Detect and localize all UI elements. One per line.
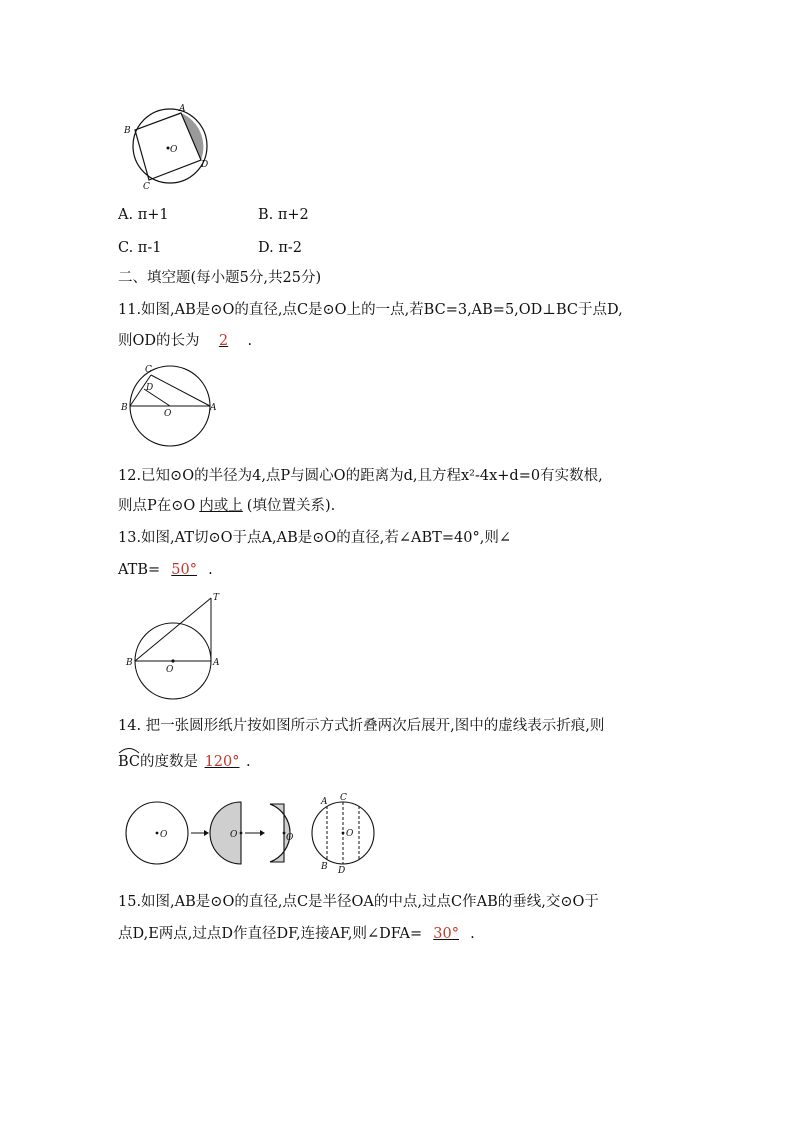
q13-answer: 50° xyxy=(171,562,197,578)
q10-label-A: A xyxy=(179,104,186,114)
q11-text-post: . xyxy=(247,333,253,349)
q15-line1: 15.如图,AB是⊙O的直径,点C是半径OA的中点,过点C作AB的垂线,交⊙O于 xyxy=(118,894,599,910)
q15-answer: 30° xyxy=(433,926,459,942)
q13-segment-BT xyxy=(135,598,211,661)
q14-label-C: C xyxy=(340,793,347,803)
q10-label-D: D xyxy=(201,160,209,170)
q11-label-D: D xyxy=(146,383,154,393)
q13-line2 xyxy=(118,560,213,580)
q14-arrowhead-2 xyxy=(260,830,265,836)
option-d: D. π-2 xyxy=(258,240,302,256)
q13-label-A: A xyxy=(213,658,220,668)
q13-text-post: . xyxy=(208,562,213,578)
section-title: 二、填空题(每小题5分,共25分) xyxy=(118,270,322,286)
q13-label-B: B xyxy=(126,658,133,668)
q14-text-post: . xyxy=(246,754,251,770)
option-b: B. π+2 xyxy=(258,207,309,223)
q14-center-dot-2 xyxy=(240,832,243,835)
q11-text-pre: 则OD的长为 xyxy=(118,333,200,349)
q13-label-T: T xyxy=(213,593,220,603)
option-a: A. π+1 xyxy=(118,207,169,223)
q14-label-O-1: O xyxy=(160,830,168,840)
q11-line2 xyxy=(118,331,252,351)
q13-label-O: O xyxy=(166,665,174,675)
option-c: C. π-1 xyxy=(118,240,162,256)
q15-line2 xyxy=(118,924,475,944)
q13-line1: 13.如图,AT切⊙O于点A,AB是⊙O的直径,若∠ABT=40°,则∠ xyxy=(118,530,511,546)
q14-line2 xyxy=(118,752,251,772)
q14-label-O-2: O xyxy=(230,830,238,840)
q14-label-O-4: O xyxy=(346,829,354,839)
q14-arc-symbol xyxy=(118,746,140,754)
q14-center-dot-3 xyxy=(283,832,286,835)
q14-figure xyxy=(118,790,388,876)
q14-label-D: D xyxy=(338,866,346,876)
q14-label-B: B xyxy=(321,862,328,872)
q15-text-post: . xyxy=(470,926,475,942)
q13-figure xyxy=(118,592,230,704)
q14-arc-bc xyxy=(118,752,140,772)
q14-answer: 120° xyxy=(204,754,240,770)
q11-label-B: B xyxy=(121,403,128,413)
q10-label-B: B xyxy=(124,126,131,136)
q13-center-dot xyxy=(171,659,174,662)
q11-label-A: A xyxy=(210,403,217,413)
q15-text-pre: 点D,E两点,过点D作直径DF,连接AF,则∠DFA= xyxy=(118,926,423,942)
q12-text-post: (填位置关系). xyxy=(246,498,336,514)
q11-label-O: O xyxy=(164,409,172,419)
q14-line1: 14. 把一张圆形纸片按如图所示方式折叠两次后展开,图中的虚线表示折痕,则 xyxy=(118,718,605,734)
q11-line1: 11.如图,AB是⊙O的直径,点C是⊙O上的一点,若BC=3,AB=5,OD⊥BC于点D, xyxy=(118,302,623,318)
q14-center-dot-4 xyxy=(342,832,345,835)
q11-answer: 2 xyxy=(218,333,229,349)
q14-label-O-3: O xyxy=(286,833,294,843)
q12-answer: 内或上 xyxy=(199,498,243,514)
q14-text-mid: 的度数是 xyxy=(140,754,199,770)
q13-text-pre: ATB= xyxy=(118,562,161,578)
q10-label-O: O xyxy=(170,145,178,155)
q11-label-C: C xyxy=(145,365,152,375)
q10-figure xyxy=(118,100,218,192)
q12-line1: 12.已知⊙O的半径为4,点P与圆心O的距离为d,且方程x²-4x+d=0有实数根, xyxy=(118,468,603,484)
q14-arrowhead-1 xyxy=(204,830,209,836)
q11-figure xyxy=(118,362,218,448)
q14-label-A: A xyxy=(321,797,328,807)
q12-line2 xyxy=(118,496,335,516)
q12-text-pre: 则点P在⊙O xyxy=(118,498,196,514)
q14-center-dot-1 xyxy=(156,832,159,835)
q10-label-C: C xyxy=(143,182,150,192)
q14-arc-label: BC xyxy=(118,754,141,770)
q11-chord-CA xyxy=(151,375,210,406)
